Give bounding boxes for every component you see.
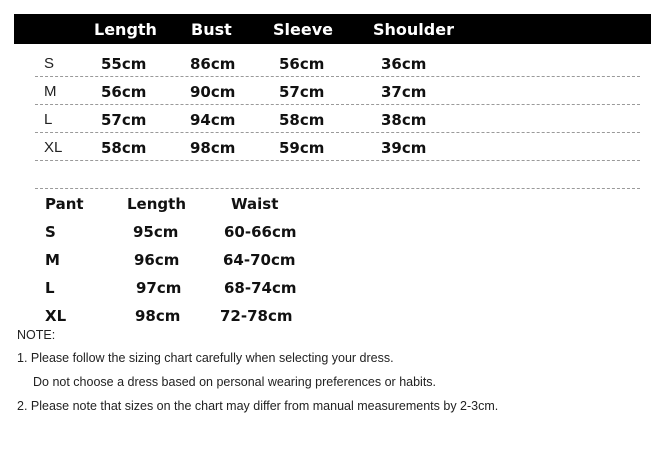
pant-length-cell: 96cm bbox=[134, 251, 180, 269]
bust-cell: 98cm bbox=[190, 139, 236, 157]
pant-waist-cell: 72-78cm bbox=[220, 307, 293, 325]
note-line-2: 2. Please note that sizes on the chart may differ from manual measurements by 2-3cm. bbox=[17, 399, 499, 413]
pant-header-label: Pant bbox=[45, 195, 84, 213]
table-row bbox=[35, 48, 640, 77]
header-length: Length bbox=[94, 20, 157, 39]
pant-header-waist: Waist bbox=[231, 195, 279, 213]
shoulder-cell: 38cm bbox=[381, 111, 427, 129]
table-row bbox=[35, 76, 640, 105]
pant-header-length: Length bbox=[127, 195, 186, 213]
notes-title: NOTE: bbox=[17, 328, 56, 342]
header-bust: Bust bbox=[191, 20, 232, 39]
pant-size-cell: XL bbox=[45, 307, 67, 325]
length-cell: 56cm bbox=[101, 83, 147, 101]
table-row bbox=[35, 104, 640, 133]
bust-cell: 90cm bbox=[190, 83, 236, 101]
top-table-header bbox=[14, 14, 651, 44]
pant-size-cell: L bbox=[45, 279, 55, 297]
sleeve-cell: 56cm bbox=[279, 55, 325, 73]
size-cell: M bbox=[44, 83, 57, 100]
pant-size-cell: S bbox=[45, 223, 56, 241]
bust-cell: 86cm bbox=[190, 55, 236, 73]
pant-size-cell: M bbox=[45, 251, 60, 269]
table-row-divider bbox=[35, 160, 640, 189]
shoulder-cell: 37cm bbox=[381, 83, 427, 101]
bust-cell: 94cm bbox=[190, 111, 236, 129]
sleeve-cell: 58cm bbox=[279, 111, 325, 129]
header-shoulder: Shoulder bbox=[373, 20, 454, 39]
shoulder-cell: 39cm bbox=[381, 139, 427, 157]
pant-waist-cell: 68-74cm bbox=[224, 279, 297, 297]
sleeve-cell: 59cm bbox=[279, 139, 325, 157]
header-sleeve: Sleeve bbox=[273, 20, 333, 39]
table-row bbox=[35, 132, 640, 161]
length-cell: 55cm bbox=[101, 55, 147, 73]
pant-length-cell: 98cm bbox=[135, 307, 181, 325]
shoulder-cell: 36cm bbox=[381, 55, 427, 73]
size-cell: L bbox=[44, 111, 53, 128]
pant-waist-cell: 64-70cm bbox=[223, 251, 296, 269]
note-line-1b: Do not choose a dress based on personal wearing preferences or habits. bbox=[33, 375, 437, 389]
sleeve-cell: 57cm bbox=[279, 83, 325, 101]
size-cell: XL bbox=[44, 139, 63, 156]
pant-waist-cell: 60-66cm bbox=[224, 223, 297, 241]
pant-length-cell: 95cm bbox=[133, 223, 179, 241]
length-cell: 58cm bbox=[101, 139, 147, 157]
note-line-1: 1. Please follow the sizing chart carefully when selecting your dress. bbox=[17, 351, 394, 365]
length-cell: 57cm bbox=[101, 111, 147, 129]
size-cell: S bbox=[44, 55, 55, 72]
pant-length-cell: 97cm bbox=[136, 279, 182, 297]
